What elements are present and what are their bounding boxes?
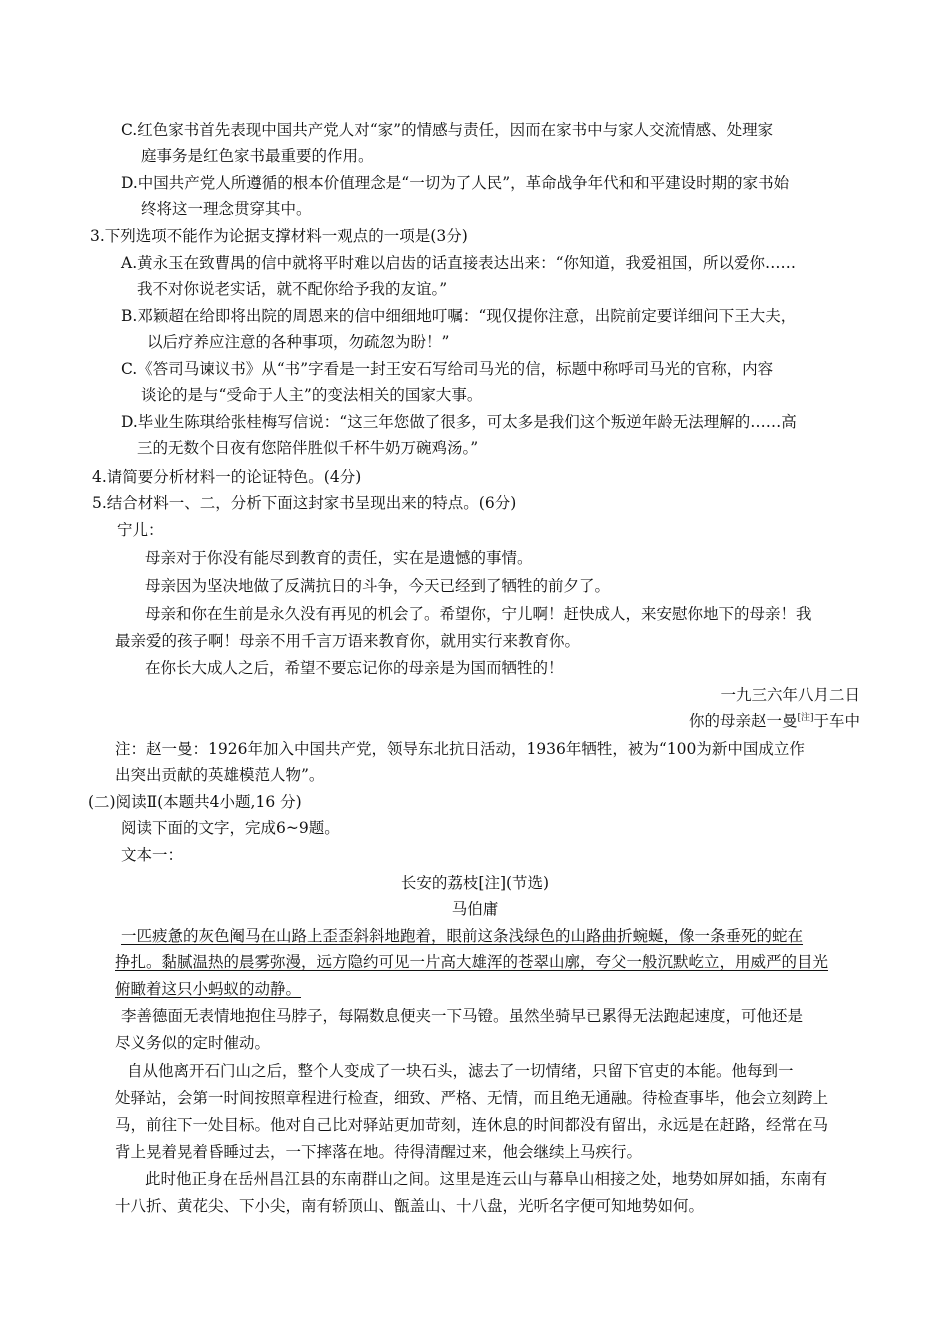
q4: 4.请简要分析材料一的论证特色。(4分) bbox=[92, 468, 362, 486]
letter-paragraph-1: 母亲对于你没有能尽到教育的责任，实在是遗憾的事情。 bbox=[145, 549, 533, 567]
passage-paragraph-3-line2: 处驿站，会第一时间按照章程进行检查，细致、严格、无情，而且绝无通融。待检查事毕，他会立刻跨上 bbox=[115, 1089, 829, 1107]
q3-option-a-line2: 我不对你说老实话，就不配你给予我的友谊。” bbox=[137, 280, 448, 298]
q3-stem: 3.下列选项不能作为论据支撑材料一观点的一项是(3分) bbox=[90, 227, 468, 245]
passage-paragraph-3-line3: 马，前往下一处目标。他对自己比对驿站更加苛刻，连休息的时间都没有留出，永远是在赶路，经常在马 bbox=[115, 1116, 829, 1134]
passage-paragraph-4-line2: 十八折、黄花尖、下小尖，南有轿顶山、甑盖山、十八盘，光听名字便可知地势如何。 bbox=[115, 1197, 705, 1215]
letter-paragraph-2: 母亲因为坚决地做了反满抗日的斗争，今天已经到了牺牲的前夕了。 bbox=[145, 577, 611, 595]
q2-option-c-line1: C.红色家书首先表现中国共产党人对“家”的情感与责任，因而在家书中与家人交流情感、处理家 bbox=[121, 121, 774, 139]
letter-signature bbox=[689, 708, 860, 734]
passage-author: 马伯庸 bbox=[451, 900, 499, 918]
letter-salutation: 宁儿： bbox=[117, 521, 164, 539]
letter-paragraph-3-line1: 母亲和你在生前是永久没有再见的机会了。希望你，宁儿啊！赶快成人，来安慰你地下的母亲！我 bbox=[145, 605, 812, 623]
underlined-passage-line3: 俯瞰着这只小蚂蚁的动静。 bbox=[115, 980, 302, 998]
text-one-label: 文本一： bbox=[121, 846, 184, 864]
letter-date: 一九三六年八月二日 bbox=[720, 686, 860, 704]
passage-title: 长安的荔枝[注](节选) bbox=[400, 874, 550, 892]
passage-paragraph-3-line1: 自从他离开石门山之后，整个人变成了一块石头，滤去了一切情绪，只留下官吏的本能。他每到一 bbox=[127, 1062, 794, 1080]
signature-note-marker: [注] bbox=[797, 713, 814, 723]
letter-note-line2: 出突出贡献的英雄模范人物”。 bbox=[115, 766, 325, 784]
q3-option-b-line1: B.邓颖超在给即将出院的周恩来的信中细细地叮嘱：“现仅提你注意，出院前定要详细问下王大夫， bbox=[121, 307, 797, 325]
letter-paragraph-4: 在你长大成人之后，希望不要忘记你的母亲是为国而牺牲的！ bbox=[145, 659, 564, 677]
q5: 5.结合材料一、二，分析下面这封家书呈现出来的特点。(6分) bbox=[92, 494, 517, 512]
passage-paragraph-2-line2: 尽义务似的定时催动。 bbox=[115, 1034, 271, 1052]
q3-option-b-line2: 以后疗养应注意的各种事项，勿疏忽为盼！” bbox=[147, 333, 450, 351]
q3-option-d-line1: D.毕业生陈琪给张桂梅写信说：“这三年您做了很多，可太多是我们这个叛逆年龄无法理解的……高 bbox=[121, 413, 797, 431]
section2-heading: (二)阅读Ⅱ(本题共4小题,16 分) bbox=[88, 793, 302, 811]
section2-instruction: 阅读下面的文字，完成6~9题。 bbox=[121, 819, 340, 837]
signature-place: 于车中 bbox=[813, 712, 860, 730]
q2-option-c-line2: 庭事务是红色家书最重要的作用。 bbox=[141, 147, 374, 165]
q3-option-c-line2: 谈论的是与“受命于人主”的变法相关的国家大事。 bbox=[141, 386, 483, 404]
underlined-passage-line1: 一匹疲惫的灰色阉马在山路上歪歪斜斜地跑着，眼前这条浅绿色的山路曲折蜿蜒，像一条垂死的蛇在 bbox=[121, 927, 804, 945]
signature-text: 你的母亲赵一曼 bbox=[688, 712, 798, 730]
q2-option-d-line2: 终将这一理念贯穿其中。 bbox=[141, 200, 312, 218]
q3-option-a-line1: A.黄永玉在致曹禺的信中就将平时难以启齿的话直接表达出来：“你知道，我爱祖国，所以爱你…… bbox=[121, 254, 797, 272]
q3-option-c-line1: C.《答司马谏议书》从“书”字看是一封王安石写给司马光的信，标题中称呼司马光的官称，内容 bbox=[121, 360, 774, 378]
q3-option-d-line2: 三的无数个日夜有您陪伴胜似千杯牛奶万碗鸡汤。” bbox=[137, 439, 479, 457]
passage-paragraph-3-line4: 背上晃着晃着昏睡过去，一下摔落在地。待得清醒过来，他会继续上马疾行。 bbox=[115, 1143, 643, 1161]
passage-paragraph-4-line1: 此时他正身在岳州昌江县的东南群山之间。这里是连云山与幕阜山相接之处，地势如屏如插，东南有 bbox=[145, 1170, 828, 1188]
letter-paragraph-3-line2: 最亲爱的孩子啊！母亲不用千言万语来教育你，就用实行来教育你。 bbox=[115, 632, 581, 650]
q2-option-d-line1: D.中国共产党人所遵循的根本价值理念是“一切为了人民”，革命战争年代和和平建设时期的家书始 bbox=[121, 174, 790, 192]
underlined-passage-line2: 挣扎。黏腻温热的晨雾弥漫，远方隐约可见一片高大雄浑的苍翠山廓，夸父一般沉默屹立，用威严的目光 bbox=[115, 953, 829, 971]
letter-note-line1: 注：赵一曼：1926年加入中国共产党，领导东北抗日活动，1936年牺牲，被为“100为新中国成立作 bbox=[115, 740, 805, 758]
passage-paragraph-2-line1: 李善德面无表情地抱住马脖子，每隔数息便夹一下马镫。虽然坐骑早已累得无法跑起速度，可他还是 bbox=[121, 1007, 804, 1025]
